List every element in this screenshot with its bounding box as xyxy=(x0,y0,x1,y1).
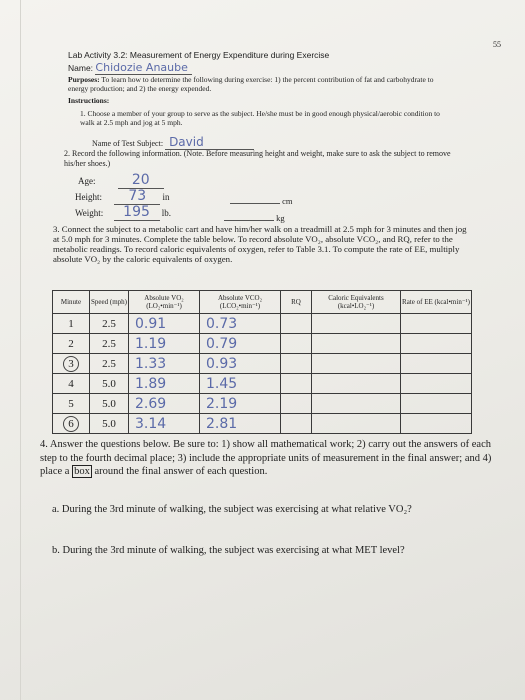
metabolic-data-table xyxy=(52,290,472,434)
rq-cell xyxy=(281,414,312,434)
speed-cell: 5.0 xyxy=(90,394,129,414)
weight-unit: lb. xyxy=(161,208,172,218)
height-value: 73 xyxy=(114,188,160,205)
page-number: 55 xyxy=(493,40,501,49)
age-value: 20 xyxy=(118,172,164,189)
table-row xyxy=(53,354,472,374)
col-rq: RQ xyxy=(281,291,312,314)
q4-text-start: 4. Answer the questions below. Be sure to: 1) show all mathematical work; 2) carry out the answers of each step to the fourth decimal place; 3) include the appropriate units of measurement in the final answer; and 4) place a xyxy=(40,439,492,477)
question-4 xyxy=(40,438,500,479)
age-field xyxy=(78,172,164,189)
purpose-paragraph xyxy=(68,75,448,93)
table-row xyxy=(53,334,472,354)
name-value: Chidozie Anaube xyxy=(95,61,191,75)
vco2-cell: 2.19 xyxy=(200,394,281,414)
weight-value: 195 xyxy=(114,204,160,221)
purpose-text: To learn how to determine the following during exercise: 1) the percent contribution of fat and carbohydrate to energy production; and 2) the energy expended. xyxy=(68,75,434,93)
vo2-cell: 1.19 xyxy=(129,334,200,354)
step-3: 3. Connect the subject to a metabolic cart and have him/her walk on a treadmill at 2.5 mph for 3 minutes and then jog at 5.0 mph for 3 minutes. Complete the table below. To record absolute VO₂, absolute VCO₂, and RQ, refer to the metabolic readings. To record caloric equivalents of oxygen, refer to Table 3.1. To compute the rate of EE, multiply absolute VO₂ by the caloric equivalents of oxygen. xyxy=(53,224,467,264)
page-title: Lab Activity 3.2: Measurement of Energy Expenditure during Exercise xyxy=(68,50,330,60)
rq-cell xyxy=(281,314,312,334)
col-minute: Minute xyxy=(53,291,90,314)
ee-cell xyxy=(401,414,472,434)
instructions-heading: Instructions: xyxy=(68,96,110,105)
vco2-cell: 0.73 xyxy=(200,314,281,334)
test-subject-line xyxy=(92,135,254,149)
step-2: 2. Record the following information. (Note. Before measuring height and weight, make sure to ask the subject to remove his/her shoes.) xyxy=(64,149,451,168)
weight-field xyxy=(75,204,171,221)
name-label: Name: xyxy=(68,63,94,73)
minute-cell xyxy=(53,414,90,434)
circled-minute: 6 xyxy=(63,416,79,432)
vco2-cell: 0.79 xyxy=(200,334,281,354)
height-field xyxy=(75,188,170,205)
q4-text-end: around the final answer of each question. xyxy=(91,466,268,477)
col-speed: Speed (mph) xyxy=(90,291,129,314)
speed-cell: 2.5 xyxy=(90,334,129,354)
table-row xyxy=(53,374,472,394)
caloric-cell xyxy=(312,334,401,354)
table-row xyxy=(53,394,472,414)
caloric-cell xyxy=(312,414,401,434)
ee-cell xyxy=(401,314,472,334)
speed-cell: 2.5 xyxy=(90,354,129,374)
minute-cell: 2 xyxy=(53,334,90,354)
minute-cell: 1 xyxy=(53,314,90,334)
vco2-cell: 2.81 xyxy=(200,414,281,434)
vco2-cell: 1.45 xyxy=(200,374,281,394)
speed-cell: 5.0 xyxy=(90,414,129,434)
vco2-cell: 0.93 xyxy=(200,354,281,374)
page-margin xyxy=(20,0,21,700)
subject-value: David xyxy=(165,135,254,150)
height-label: Height: xyxy=(75,192,102,202)
rq-cell xyxy=(281,354,312,374)
question-4b: b. During the 3rd minute of walking, the subject was exercising at what MET level? xyxy=(52,545,405,556)
col-ee: Rate of EE (kcal•min⁻¹) xyxy=(401,291,472,314)
caloric-cell xyxy=(312,374,401,394)
vo2-cell: 1.89 xyxy=(129,374,200,394)
height-unit: in xyxy=(162,192,170,202)
height-cm-blank xyxy=(230,203,280,204)
ee-cell xyxy=(401,334,472,354)
table-row xyxy=(53,314,472,334)
caloric-cell xyxy=(312,394,401,414)
age-label: Age: xyxy=(78,176,96,186)
vo2-cell: 2.69 xyxy=(129,394,200,414)
height-cm-field xyxy=(230,196,293,206)
weight-kg-blank xyxy=(224,220,274,221)
col-caloric: Caloric Equivalents (kcal•LO₂⁻¹) xyxy=(312,291,401,314)
minute-cell xyxy=(53,354,90,374)
speed-cell: 5.0 xyxy=(90,374,129,394)
name-line xyxy=(68,61,192,74)
circled-minute: 3 xyxy=(63,356,79,372)
table-row xyxy=(53,414,472,434)
speed-cell: 2.5 xyxy=(90,314,129,334)
col-vo2: Absolute VO₂ (LO₂•min⁻¹) xyxy=(129,291,200,314)
ee-cell xyxy=(401,374,472,394)
subject-label: Name of Test Subject: xyxy=(92,139,164,148)
question-4a: a. During the 3rd minute of walking, the subject was exercising at what relative VO₂? xyxy=(52,504,412,515)
weight-kg-unit: kg xyxy=(276,213,285,223)
ee-cell xyxy=(401,394,472,414)
vo2-cell: 0.91 xyxy=(129,314,200,334)
minute-cell: 5 xyxy=(53,394,90,414)
vo2-cell: 1.33 xyxy=(129,354,200,374)
rq-cell xyxy=(281,394,312,414)
boxed-word: box xyxy=(74,466,90,477)
purpose-label: Purposes: xyxy=(68,75,100,84)
col-vco2: Absolute VCO₂ (LCO₂•min⁻¹) xyxy=(200,291,281,314)
vo2-cell: 3.14 xyxy=(129,414,200,434)
caloric-cell xyxy=(312,354,401,374)
height-cm-unit: cm xyxy=(282,196,293,206)
weight-label: Weight: xyxy=(75,208,104,218)
step-1: 1. Choose a member of your group to serve as the subject. He/she must be in good enough physical/aerobic condition to walk at 2.5 mph and jog at 5 mph. xyxy=(80,109,440,127)
table-header-row xyxy=(53,291,472,314)
weight-kg-field xyxy=(224,213,285,223)
minute-cell: 4 xyxy=(53,374,90,394)
caloric-cell xyxy=(312,314,401,334)
rq-cell xyxy=(281,374,312,394)
ee-cell xyxy=(401,354,472,374)
rq-cell xyxy=(281,334,312,354)
